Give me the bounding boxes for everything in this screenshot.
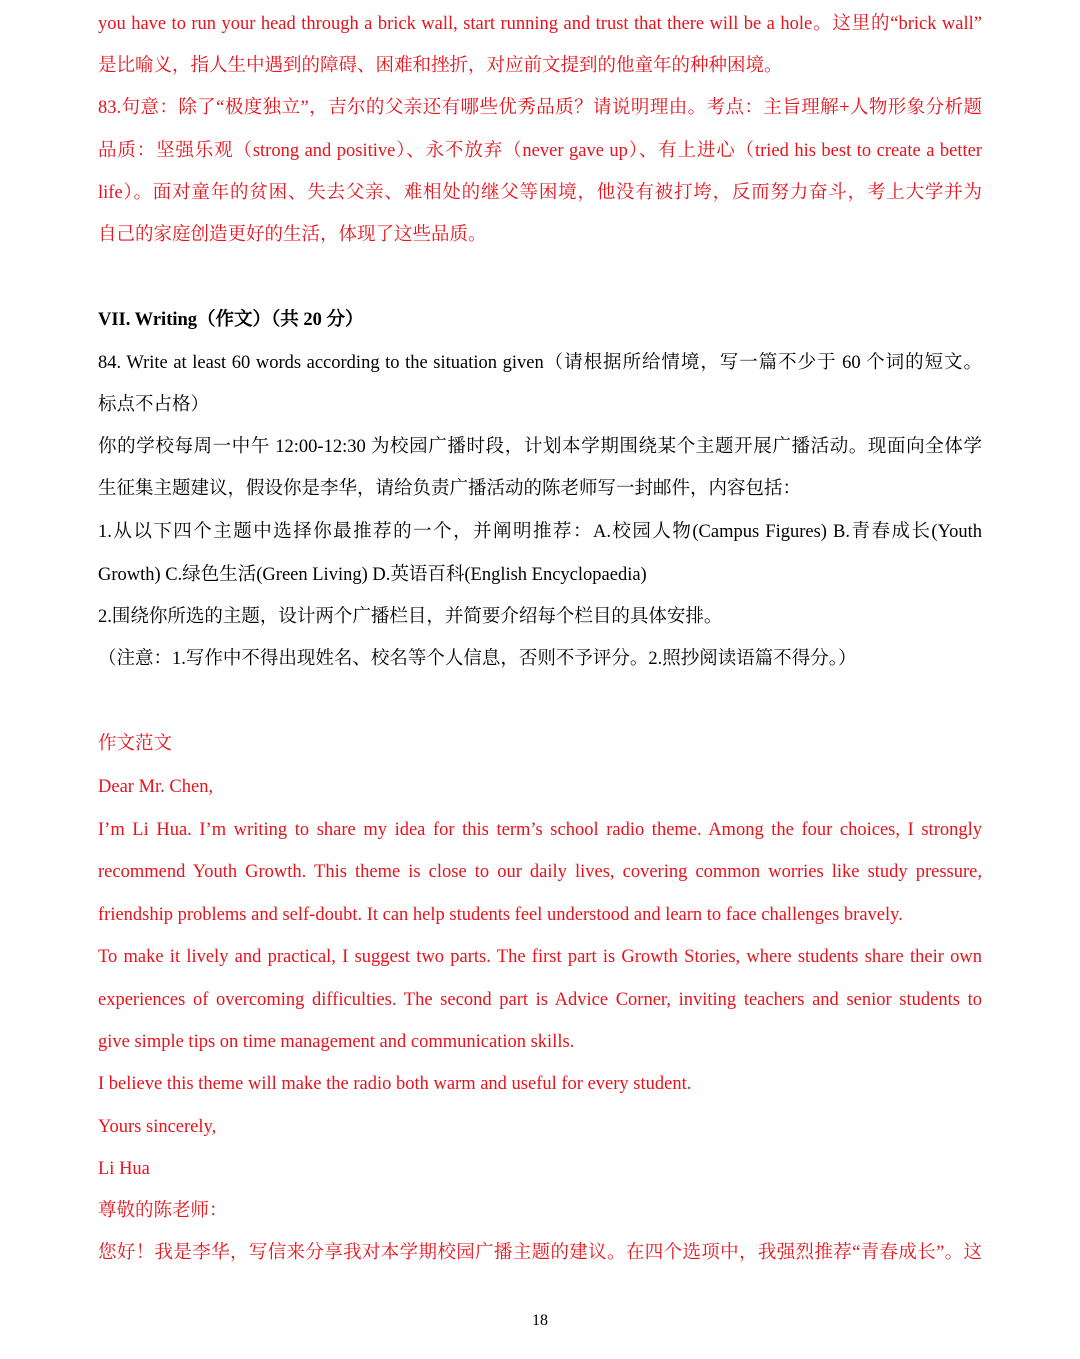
answer-text-line: you have to run your head through a brick wall, start running and trust that there will be a hole。这里的“brick wall” [98, 14, 982, 34]
letter-signature: Li Hua [98, 1159, 150, 1179]
situation-line: 你的学校每周一中午 12:00-12:30 为校园广播时段，计划本学期围绕某个主题开展广播活动。现面向全体学 [98, 437, 982, 457]
writing-note: （注意：1.写作中不得出现姓名、校名等个人信息，否则不予评分。2.照抄阅读语篇不得分。） [98, 649, 857, 669]
letter-greeting: Dear Mr. Chen, [98, 777, 214, 797]
q83-text-line: life）。面对童年的贫困、失去父亲、难相处的继父等困境，他没有被打垮，反而努力奋斗，考上大学并为 [98, 183, 982, 203]
situation-line: 生征集主题建议，假设你是李华，请给负责广播活动的陈老师写一封邮件，内容包括： [98, 479, 802, 499]
q83-text-line: 品质：坚强乐观（strong and positive）、永不放弃（never gave up）、有上进心（tried his best to create a better [98, 141, 982, 161]
document-page [98, 0, 982, 1359]
essay-line: I’m Li Hua. I’m writing to share my idea for this term’s school radio theme. Among the four choices, I strongly [98, 820, 982, 840]
writing-prompt-line: 84. Write at least 60 words according to the situation given（请根据所给情境，写一篇不少于 60 个词的短文。 [98, 353, 982, 373]
essay-line: To make it lively and practical, I suggest two parts. The first part is Growth Stories, where students share their own [98, 947, 982, 967]
essay-line: recommend Youth Growth. This theme is close to our daily lives, covering common worries like study pressure, [98, 862, 982, 882]
answer-text-line: 是比喻义，指人生中遇到的障碍、困难和挫折，对应前文提到的他童年的种种困境。 [98, 56, 783, 76]
section-heading: VII. Writing（作文）（共 20 分） [98, 310, 364, 330]
essay-line: give simple tips on time management and communication skills. [98, 1032, 575, 1052]
essay-line: experiences of overcoming difficulties. The second part is Advice Corner, inviting teachers and senior students to [98, 990, 982, 1010]
chinese-greeting: 尊敬的陈老师： [98, 1201, 228, 1221]
letter-closing: Yours sincerely, [98, 1117, 217, 1137]
q83-text-line: 83.句意：除了“极度独立”，吉尔的父亲还有哪些优秀品质？请说明理由。考点：主旨理解+人物形象分析题 [98, 98, 982, 118]
sample-essay-title: 作文范文 [98, 734, 173, 754]
requirement-line: Growth) C.绿色生活(Green Living) D.英语百科(English Encyclopaedia) [98, 565, 647, 585]
q83-text-line: 自己的家庭创造更好的生活，体现了这些品质。 [98, 225, 487, 245]
chinese-translation-line: 您好！我是李华，写信来分享我对本学期校园广播主题的建议。在四个选项中，我强烈推荐“青春成长”。这 [98, 1243, 982, 1263]
page-number: 18 [532, 1312, 548, 1329]
essay-line: I believe this theme will make the radio both warm and useful for every student. [98, 1074, 692, 1094]
writing-prompt-line: 标点不占格） [98, 395, 210, 415]
requirement-line: 1.从以下四个主题中选择你最推荐的一个，并阐明推荐：A.校园人物(Campus Figures) B.青春成长(Youth [98, 522, 982, 542]
requirement-line: 2.围绕你所选的主题，设计两个广播栏目，并简要介绍每个栏目的具体安排。 [98, 607, 723, 627]
essay-line: friendship problems and self-doubt. It can help students feel understood and learn to face challenges bravely. [98, 905, 903, 925]
